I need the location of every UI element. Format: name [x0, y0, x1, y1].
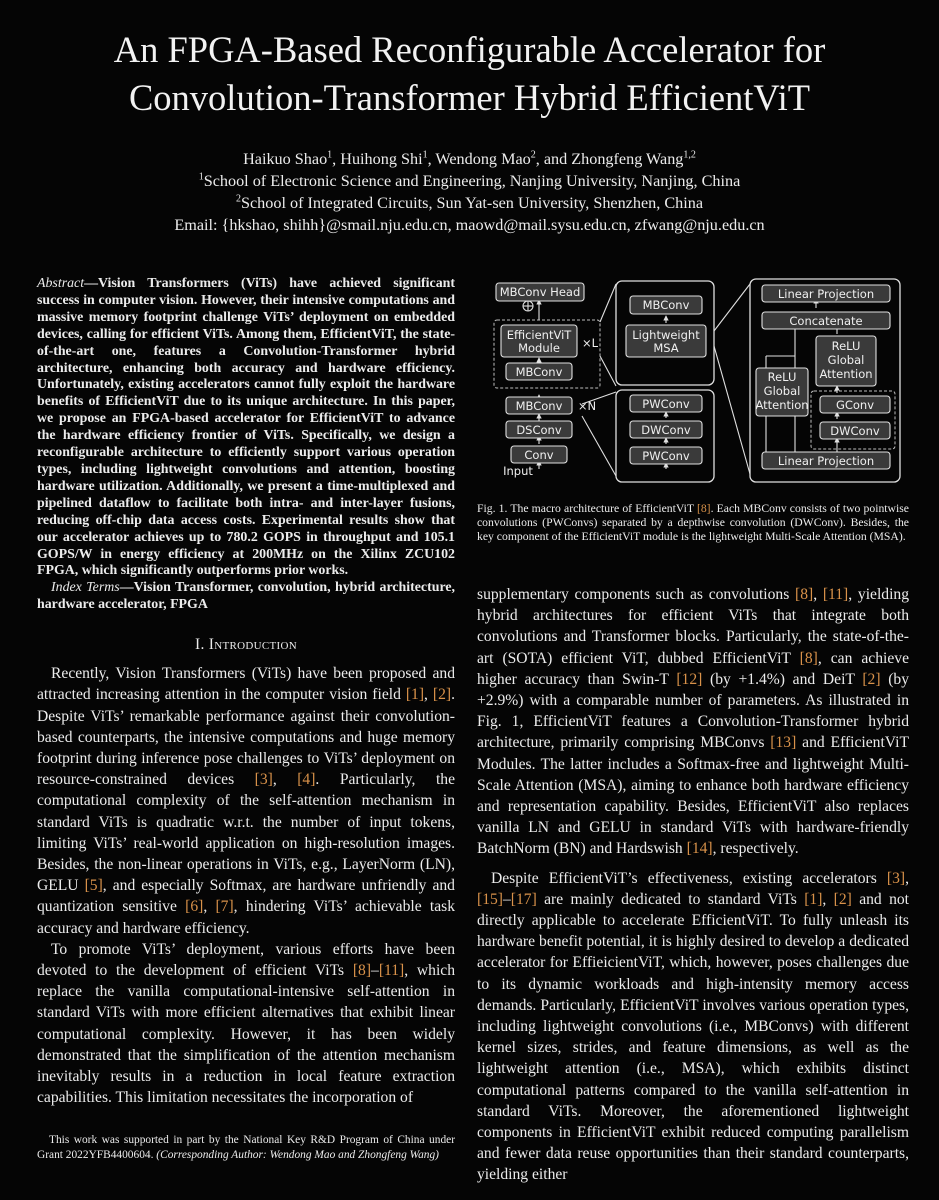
citation-link[interactable]: [5] — [84, 877, 103, 895]
footnote: This work was supported in part by the National Key R&D Program of China under Grant 2022YFB4400604. (Corresponding Author: Wendong Mao and Zhongfeng Wang) — [37, 1134, 455, 1161]
intro-paragraph-4: Despite EfficientViT’s effectiveness, existing accelerators [3], [15]–[17] are mainly dedicated to standard ViTs [1], [2] and not directly applicable to accelerate EfficientViT. To fully unleash its hardware benefit potential, it is highly desired to develop a dedicated accelerator for EffieicientViT, which, however, poses challenges due to its dynamic workloads and high-intensity memory access demands. Particularly, EfficientViT involves various operation types, including lightweight convolutions (i.e., MBConvs) with different kernel sizes, strides, and feature dimensions, as well as the lightweight attention (i.e., MSA), which exhibits distinct computational patterns compared to the vanilla self-attention in standard ViTs. Moreover, the aforementioned lightweight components in EfficientViT exhibit reduced computing parallelism and fewer data reuse opportunities than their standard counterparts, yielding either — [477, 869, 910, 1184]
fig-label-mbconv-stack: MBConv — [515, 399, 563, 413]
fig-label-msa: MSA — [653, 341, 679, 355]
title-line-1: An FPGA-Based Reconfigurable Accelerator for — [113, 29, 826, 70]
citation-link[interactable]: [12] — [676, 670, 703, 688]
citation-link[interactable]: [2] — [833, 890, 852, 908]
fig-label-times-l: ×L — [581, 336, 599, 350]
citation-link[interactable]: [11] — [378, 961, 405, 979]
fig-label-attention-right: Attention — [819, 367, 873, 381]
figure-1-architecture-diagram — [490, 276, 910, 486]
fig-label-times-n: ×N — [577, 399, 597, 413]
fig-label-mbconv-head: MBConv Head — [499, 285, 581, 299]
author-block — [0, 148, 939, 236]
citation-link[interactable]: [8] — [696, 502, 711, 515]
author-1: Haikuo Shao — [243, 150, 328, 168]
paper-title — [0, 26, 939, 122]
email-line: Email: {hkshao, shihh}@smail.nju.edu.cn, maowd@mail.sysu.edu.cn, zfwang@nju.edu.cn — [174, 216, 765, 234]
citation-link[interactable]: [15] — [477, 890, 503, 908]
author-4: Zhongfeng Wang — [571, 150, 684, 168]
fig-label-dsconv: DSConv — [516, 423, 562, 437]
fig-label-dwconv-right: DWConv — [830, 424, 880, 438]
citation-link[interactable]: [6] — [185, 898, 204, 916]
intro-paragraph-1: Recently, Vision Transformers (ViTs) have been proposed and attracted increasing attention in the computer vision field [1], [2]. Despite ViTs’ remarkable performance against their convolution-based counterparts, the intensive computations and huge memory footprint during inference pose challenges to ViTs’ deployment on resource-constrained devices [3], [4]. Particularly, the computational complexity of the self-attention mechanism in standard ViTs is quadratic w.r.t. the number of input tokens, limiting ViTs’ real-world application on high-resolution images. Besides, the non-linear operations in ViTs, e.g., LayerNorm (LN), GELU [5], and especially Softmax, are hardware unfriendly and quantization sensitive [6], [7], hindering ViTs’ achievable task accuracy and hardware efficiency. — [37, 665, 456, 937]
citation-link[interactable]: [14] — [686, 840, 713, 858]
citation-link[interactable]: [2] — [862, 670, 881, 688]
citation-link[interactable]: [3] — [886, 869, 906, 887]
fig-label-lightweight: Lightweight — [632, 328, 700, 342]
citation-link[interactable]: [8] — [352, 961, 372, 979]
fig-label-relu-left: ReLU — [767, 370, 797, 384]
fig-label-linear-projection-top: Linear Projection — [777, 287, 875, 301]
fig-label-mbconv-inner: MBConv — [515, 365, 563, 379]
author-names: Haikuo Shao$^1$, Huihong Shi$^1$, Wendong Mao$^2$, and Zhongfeng Wang$^{1,2}$ — [243, 149, 696, 168]
citation-link[interactable]: [1] — [804, 890, 823, 908]
section-heading-introduction: I. Introduction — [194, 636, 298, 654]
citation-link[interactable]: [8] — [799, 649, 818, 667]
fig-label-linear-projection-bottom: Linear Projection — [777, 454, 875, 468]
author-3: Wendong Mao — [435, 150, 531, 168]
left-column — [37, 276, 455, 1108]
author-2: Huihong Shi — [340, 150, 423, 168]
citation-link[interactable]: [8] — [795, 586, 814, 603]
fig-label-efficientvit: EfficientViT — [506, 328, 572, 342]
fig-label-input: Input — [503, 464, 533, 478]
fig-label-global-left: Global — [763, 384, 801, 398]
fig-label-pwconv-bottom: PWConv — [642, 449, 690, 463]
index-terms: Index Terms—Vision Transformer, convolution, hybrid architecture, hardware accelerator, FPGA — [37, 580, 455, 613]
fig-label-gconv: GConv — [835, 398, 875, 412]
citation-link[interactable]: [2] — [432, 686, 452, 704]
fig-label-conv: Conv — [524, 448, 554, 462]
citation-link[interactable]: [4] — [297, 771, 316, 789]
fig-label-dwconv-mid: DWConv — [641, 423, 691, 437]
citation-link[interactable]: [1] — [405, 686, 425, 704]
right-column — [477, 584, 909, 1186]
fig-label-global-right: Global — [827, 353, 865, 367]
citation-link[interactable]: [17] — [510, 890, 537, 908]
fig-label-relu-right: ReLU — [831, 339, 861, 353]
intro-paragraph-2: To promote ViTs’ deployment, various efforts have been devoted to the development of efficient ViTs [8]–[11], which replace the vanilla computational-intensive self-attention in standard ViTs with more efficient alternatives that exhibit linear computational complexity. However, it has been widely demonstrated that the simplification of the attention mechanism inevitably results in a reduction in local feature extraction capabilities. This limitation necessitates the incorporation of — [37, 940, 456, 1107]
citation-link[interactable]: [3] — [254, 771, 273, 789]
citation-link[interactable]: [11] — [822, 586, 849, 603]
abstract: Abstract—Vision Transformers (ViTs) have achieved significant success in computer vision. However, their intensive computations and massive memory footprint challenge ViTs’ deployment on embedded devices, calling for efficient ViTs. Among them, EfficientViT, the state-of-the-art one, features a Convolution-Transformer hybrid architecture, enhancing both accuracy and hardware efficiency. Unfortunately, existing accelerators cannot fully exploit the hardware benefits of EfficientViT due to its unique architecture. In this paper, we propose an FPGA-based accelerator for EfficientViT to advance the hardware efficiency frontier of ViTs. Specifically, we design a reconfigurable architecture to efficiently support various operation types, including lightweight convolutions and attention, boosting hardware utilization. Additionally, we present a time-multiplexed and pipelined dataflow to facilitate both intra- and inter-layer fusions, reducing off-chip data access costs. Experimental results show that our accelerator achieves up to 780.2 GOPS in throughput and 105.1 GOPS/W in energy efficiency at 200MHz on the Xilinx ZCU102 FPGA, which significantly outperforms prior works. — [37, 276, 455, 579]
affiliation-1: $^1$School of Electronic Science and Engineering, Nanjing University, Nanjing, China — [198, 171, 741, 190]
citation-link[interactable]: [7] — [215, 898, 234, 916]
title-line-2: Convolution-Transformer Hybrid EfficientViT — [128, 77, 811, 118]
fig-label-concatenate: Concatenate — [789, 314, 863, 328]
citation-link[interactable]: [13] — [770, 734, 797, 752]
fig-label-attention-left: Attention — [755, 398, 809, 412]
fig-label-mbconv-mid: MBConv — [642, 298, 690, 312]
figure-1-caption: Fig. 1. The macro architecture of EfficientViT [8]. Each MBConv consists of two pointwise convolutions (PWConvs) separated by a depthwise convolution (DWConv). Besides, the key component of the EfficientViT module is the lightweight Multi-Scale Attention (MSA). — [477, 502, 909, 544]
fig-label-pwconv-top: PWConv — [642, 397, 690, 411]
affiliation-2: $^2$School of Integrated Circuits, Sun Yat-sen University, Shenzhen, China — [235, 193, 704, 212]
fig-label-module: Module — [518, 341, 560, 355]
intro-paragraph-3: supplementary components such as convolutions [8], [11], yielding hybrid architectures for efficient ViTs that integrate both convolutions and Transformer blocks. Particularly, the state-of-the-art (SOTA) efficient ViT, dubbed EfficientViT [8], can achieve higher accuracy than Swin-T [12] (by +1.4%) and DeiT [2] (by +2.9%) with a comparable number of parameters. As illustrated in Fig. 1, EfficientViT features a Convolution-Transformer hybrid architecture, primarily comprising MBConvs [13] and EfficientViT Modules. The latter includes a Softmax-free and lightweight Multi-Scale Attention (MSA), aiming to enhance both hardware efficiency and representation capability. Besides, EfficientViT also replaces vanilla LN and GELU in standard ViTs with hardware-friendly BatchNorm (BN) and Hardswish [14], respectively. — [477, 586, 910, 858]
